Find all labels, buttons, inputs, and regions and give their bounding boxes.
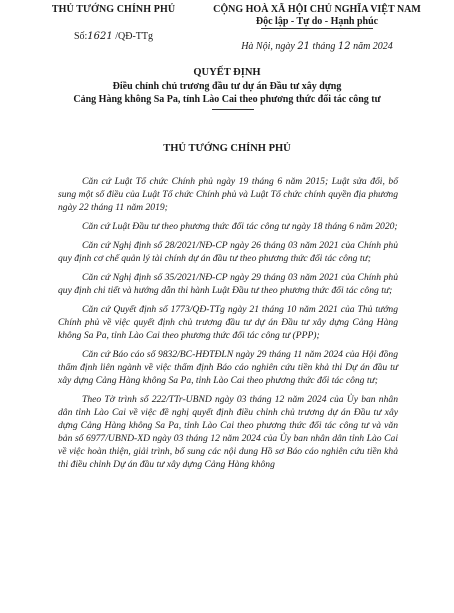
national-header-block: [186, 4, 448, 52]
legal-basis-paragraph: Theo Tờ trình số 222/TTr-UBND ngày 03 tháng 12 năm 2024 của Ủy ban nhân dân tỉnh Lào Cai về việc đề nghị quyết định điều chỉnh chủ trương dự án Đầu tư xây dựng Cảng Hàng không Sa Pa, tỉnh Lào Cai theo phương thức đối tác công tư và văn bản số 6977/UBND-XD ngày 03 tháng 12 năm 2024 của Ủy ban nhân dân tỉnh Lào Cai về việc hoàn thiện, giải trình, bổ sung các nội dung Hồ sơ Báo cáo nghiên cứu tiền khả thi điều chỉnh Dự án đầu tư xây dựng Cảng Hàng không: [58, 394, 398, 470]
legal-basis-paragraph: Căn cứ Luật Tổ chức Chính phủ ngày 19 tháng 6 năm 2015; Luật sửa đổi, bổ sung một số điều của Luật Tổ chức Chính phủ và Luật Tổ chức chính quyền địa phương ngày 22 tháng 11 năm 2019;: [58, 176, 398, 213]
document-number-prefix: Số:: [73, 31, 88, 42]
date-month-label: tháng: [312, 41, 336, 52]
document-number: [46, 31, 181, 42]
date-prefix: Hà Nội, ngày: [241, 41, 295, 52]
issuing-authority-block: [46, 4, 181, 42]
motto-underline: [261, 28, 373, 29]
legal-basis-paragraph: Căn cứ Nghị định số 28/2021/NĐ-CP ngày 26 tháng 03 năm 2021 của Chính phủ quy định cơ chế quản lý tài chính dự án đầu tư theo phương thức đối tác công tư;: [58, 240, 398, 264]
legal-basis-paragraph: Căn cứ Nghị định số 35/2021/NĐ-CP ngày 29 tháng 03 năm 2021 của Chính phủ quy định chi tiết và hướng dẫn thi hành Luật Đầu tư theo phương thức đối tác công tư;: [58, 272, 398, 296]
date-day: 21: [297, 41, 311, 52]
legal-basis-paragraph: Căn cứ Quyết định số 1773/QĐ-TTg ngày 21 tháng 10 năm 2021 của Thủ tướng Chính phủ về việc quyết định chủ trương đầu tư dự án Đầu tư xây dựng Cảng Hàng không Sa Pa, tỉnh Lào Cai theo phương thức đối tác công tư (PPP);: [58, 304, 398, 341]
national-motto: Độc lập - Tự do - Hạnh phúc: [255, 16, 379, 27]
date-month: 12: [337, 41, 351, 52]
document-body: [58, 175, 398, 471]
issuing-authority: THỦ TƯỚNG CHÍNH PHỦ: [51, 4, 176, 15]
subtitle-line-2: Cảng Hàng không Sa Pa, tỉnh Lào Cai theo phương thức đối tác công tư: [73, 94, 381, 105]
document-title: QUYẾT ĐỊNH: [193, 67, 261, 78]
decision-authority: THỦ TƯỚNG CHÍNH PHỦ: [163, 143, 291, 154]
national-title: CỘNG HOÀ XÃ HỘI CHỦ NGHĨA VIỆT NAM: [213, 4, 421, 15]
legal-basis-paragraph: Căn cứ Báo cáo số 9832/BC-HĐTĐLN ngày 29 tháng 11 năm 2024 của Hội đồng thẩm định liên ngành về việc thẩm định Báo cáo nghiên cứu tiền khả thi Dự án đầu tư xây dựng Cảng Hàng không Sa Pa, tỉnh Lào Cai theo phương thức đối tác công tư;: [58, 349, 398, 386]
document-number-suffix: /QĐ-TTg: [115, 31, 154, 42]
subtitle-underline: [212, 109, 254, 110]
document-number-handwritten: 1621: [87, 31, 113, 42]
document-subtitle: [20, 80, 434, 106]
subtitle-line-1: Điều chỉnh chủ trương đầu tư dự án Đầu tư xây dựng: [112, 81, 342, 92]
date-year: năm 2024: [353, 41, 393, 52]
legal-basis-paragraph: Căn cứ Luật Đầu tư theo phương thức đối tác công tư ngày 18 tháng 6 năm 2020;: [82, 221, 398, 232]
issue-date: [186, 41, 448, 52]
